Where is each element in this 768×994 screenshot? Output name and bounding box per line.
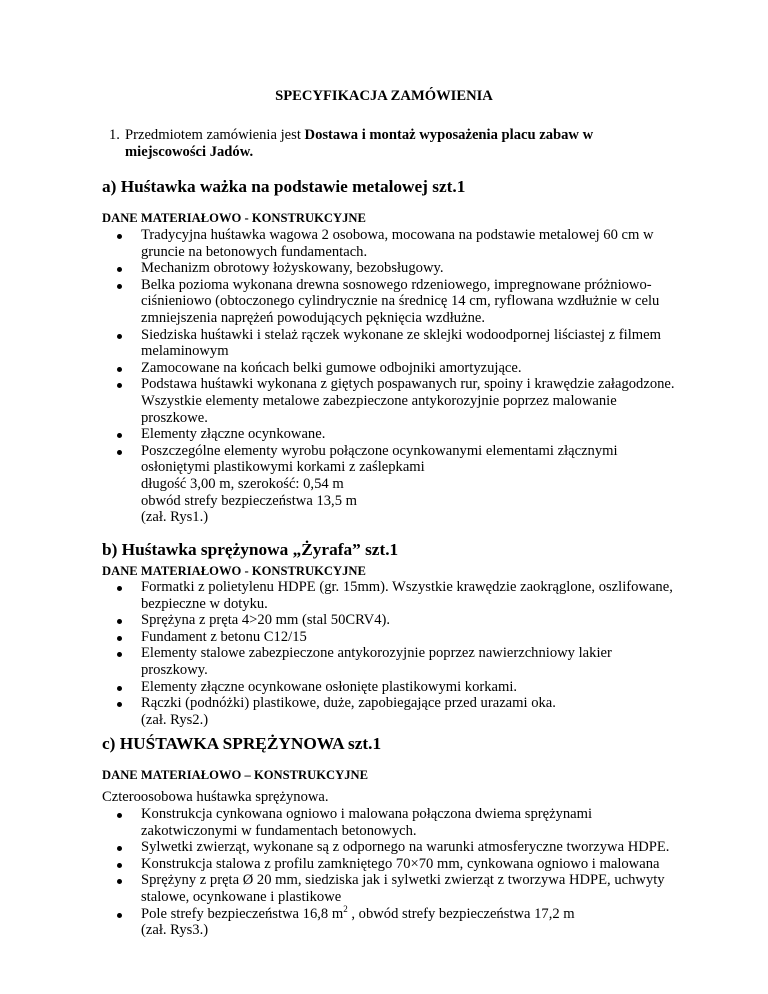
list-item bbox=[102, 903, 682, 939]
list-item-text bbox=[141, 443, 682, 526]
list-item bbox=[102, 426, 682, 443]
list-item bbox=[102, 806, 682, 839]
text-line: zmniejszenia naprężeń powodujących pęknięcia wzdłużne. bbox=[141, 309, 486, 326]
intro-text-plain: Przedmiotem zamówienia jest bbox=[125, 127, 305, 143]
bullet-icon bbox=[117, 863, 122, 868]
superscript: 2 bbox=[343, 903, 348, 914]
list-item-text bbox=[141, 360, 682, 377]
bullet-icon bbox=[117, 619, 122, 624]
text-line: Belka pozioma wykonana drewna sosnowego rdzeniowego, impregnowane próżniowo- bbox=[141, 276, 652, 293]
text-line: Poszczególne elementy wyrobu połączone ocynkowanymi elementami złącznymi bbox=[141, 442, 618, 459]
list-item-text bbox=[141, 327, 682, 360]
text-line: Elementy złączne ocynkowane. bbox=[141, 426, 326, 443]
list-item-text bbox=[141, 679, 682, 696]
section-c-heading: c) HUŚTAWKA SPRĘŻYNOWA szt.1 bbox=[102, 734, 382, 753]
text-line: Mechanizm obrotowy łożyskowany, bezobsługowy. bbox=[141, 260, 444, 277]
section-b-list bbox=[102, 579, 682, 728]
text-line: długość 3,00 m, szerokość: 0,54 m bbox=[141, 475, 344, 492]
section-a-heading: a) Huśtawka ważka na podstawie metalowej szt.1 bbox=[102, 177, 466, 196]
intro-text bbox=[125, 127, 662, 160]
bullet-icon bbox=[117, 702, 122, 707]
bullet-icon bbox=[117, 367, 122, 372]
text-line: (zał. Rys1.) bbox=[141, 509, 209, 526]
bullet-icon bbox=[117, 586, 122, 591]
text-line bbox=[141, 903, 682, 923]
text-line: (zał. Rys3.) bbox=[141, 922, 209, 939]
list-item-text bbox=[141, 579, 682, 612]
list-item bbox=[102, 629, 682, 646]
list-item bbox=[102, 443, 682, 526]
bullet-icon bbox=[117, 334, 122, 339]
text-line: proszkowe. bbox=[141, 409, 208, 426]
text-line: Sprężyny z pręta Ø 20 mm, siedziska jak i sylwetki zwierząt z tworzywa HDPE, uchwyty bbox=[141, 872, 665, 889]
bullet-icon bbox=[117, 284, 122, 289]
list-item bbox=[102, 327, 682, 360]
bullet-icon bbox=[117, 267, 122, 272]
bullet-icon bbox=[117, 652, 122, 657]
intro-item bbox=[102, 127, 662, 160]
list-item bbox=[102, 227, 682, 260]
list-item-text bbox=[141, 806, 682, 839]
list-item bbox=[102, 260, 682, 277]
section-c-list bbox=[102, 806, 682, 939]
list-item-text bbox=[141, 856, 682, 873]
list-item bbox=[102, 360, 682, 377]
list-item bbox=[102, 579, 682, 612]
list-item bbox=[102, 376, 682, 426]
text-line: Elementy stalowe zabezpieczone antykorozyjnie poprzez nawierzchniowy lakier proszkowy. bbox=[141, 645, 612, 678]
text-line: ciśnieniowo (obtoczonego cylindrycznie na średnicę 14 cm, ryflowana wzdłużnie w celu bbox=[141, 293, 660, 310]
section-a-subheading: DANE MATERIAŁOWO - KONSTRUKCYJNE bbox=[102, 211, 366, 225]
section-c-lead: Czteroosobowa huśtawka sprężynowa. bbox=[102, 789, 329, 805]
list-item-text bbox=[141, 260, 682, 277]
text-line: bezpieczne w dotyku. bbox=[141, 595, 268, 612]
list-item bbox=[102, 856, 682, 873]
text-line: melaminowym bbox=[141, 343, 229, 360]
intro-number: 1. bbox=[109, 127, 120, 143]
bullet-icon bbox=[117, 686, 122, 691]
text-line: Formatki z polietylenu HDPE (gr. 15mm). Wszystkie krawędzie zaokrąglone, oszlifowane, bbox=[141, 579, 673, 595]
bullet-icon bbox=[117, 913, 122, 918]
bullet-icon bbox=[117, 383, 122, 388]
list-item bbox=[102, 612, 682, 629]
text-line: Elementy złączne ocynkowane osłonięte plastikowymi korkami. bbox=[141, 678, 518, 695]
text-line: Tradycyjna huśtawka wagowa 2 osobowa, mocowana na podstawie metalowej 60 cm w bbox=[141, 227, 654, 243]
text-line: Konstrukcja stalowa z profilu zamkniętego 70×70 mm, cynkowana ogniowo i malowana bbox=[141, 855, 660, 872]
text-line: Sylwetki zwierząt, wykonane są z odpornego na warunki atmosferyczne tworzywa HDPE. bbox=[141, 839, 670, 856]
section-a-list bbox=[102, 227, 682, 526]
text-line: Fundament z betonu C12/15 bbox=[141, 628, 307, 645]
section-b-heading: b) Huśtawka sprężynowa „Żyrafa” szt.1 bbox=[102, 540, 399, 559]
bullet-icon bbox=[117, 433, 122, 438]
text-line: Wszystkie elementy metalowe zabezpieczone antykorozyjnie poprzez malowanie bbox=[141, 392, 617, 409]
list-item-text bbox=[141, 872, 682, 905]
bullet-icon bbox=[117, 450, 122, 455]
safety-area-text: Pole strefy bezpieczeństwa 16,8 m bbox=[141, 905, 344, 922]
text-line: zakotwiczonymi w fundamentach betonowych. bbox=[141, 822, 417, 839]
list-item bbox=[102, 839, 682, 856]
bullet-icon bbox=[117, 636, 122, 641]
text-line: Konstrukcja cynkowana ogniowo i malowana połączona dwiema sprężynami bbox=[141, 806, 593, 822]
text-line: Podstawa huśtawki wykonana z giętych pospawanych rur, spoiny i krawędzie załagodzone. bbox=[141, 376, 675, 393]
list-item bbox=[102, 695, 682, 728]
list-item bbox=[102, 277, 682, 327]
text-line: stalowe, ocynkowane i plastikowe bbox=[141, 888, 342, 905]
list-item-text bbox=[141, 839, 682, 856]
document-title: SPECYFIKACJA ZAMÓWIENIA bbox=[275, 88, 493, 104]
list-item-text bbox=[141, 426, 682, 443]
list-item-text bbox=[141, 612, 682, 629]
text-line: Rączki (podnóżki) plastikowe, duże, zapobiegające przed urazami oka. bbox=[141, 695, 556, 712]
list-item-text bbox=[141, 695, 682, 728]
intro-text-bold: Dostawa i montaż wyposażenia placu zabaw w miejscowości Jadów. bbox=[125, 127, 594, 160]
bullet-icon bbox=[117, 234, 122, 239]
text-line: Siedziska huśtawki i stelaż rączek wykonane ze sklejki wodoodpornej liściastej z filmem bbox=[141, 326, 661, 343]
text-line: obwód strefy bezpieczeństwa 13,5 m bbox=[141, 492, 357, 509]
bullet-icon bbox=[117, 846, 122, 851]
section-c-subheading: DANE MATERIAŁOWO – KONSTRUKCYJNE bbox=[102, 768, 369, 782]
text-line: gruncie na betonowych fundamentach. bbox=[141, 243, 368, 260]
text-line: (zał. Rys2.) bbox=[141, 711, 209, 728]
list-item-text bbox=[141, 376, 682, 426]
bullet-icon bbox=[117, 813, 122, 818]
bullet-icon bbox=[117, 879, 122, 884]
list-item-text bbox=[141, 903, 682, 939]
list-item bbox=[102, 872, 682, 905]
text-line: Zamocowane na końcach belki gumowe odbojniki amortyzujące. bbox=[141, 359, 522, 376]
list-item-text bbox=[141, 645, 682, 678]
list-item bbox=[102, 679, 682, 696]
list-item-text bbox=[141, 629, 682, 646]
list-item-text bbox=[141, 277, 682, 327]
safety-perimeter-text: , obwód strefy bezpieczeństwa 17,2 m bbox=[347, 905, 575, 922]
section-b-subheading: DANE MATERIAŁOWO - KONSTRUKCYJNE bbox=[102, 564, 366, 578]
text-line: Sprężyna z pręta 4>20 mm (stal 50CRV4). bbox=[141, 612, 391, 629]
text-line: osłoniętymi plastikowymi korkami z zaślepkami bbox=[141, 459, 425, 476]
list-item-text bbox=[141, 227, 682, 260]
list-item bbox=[102, 645, 682, 678]
